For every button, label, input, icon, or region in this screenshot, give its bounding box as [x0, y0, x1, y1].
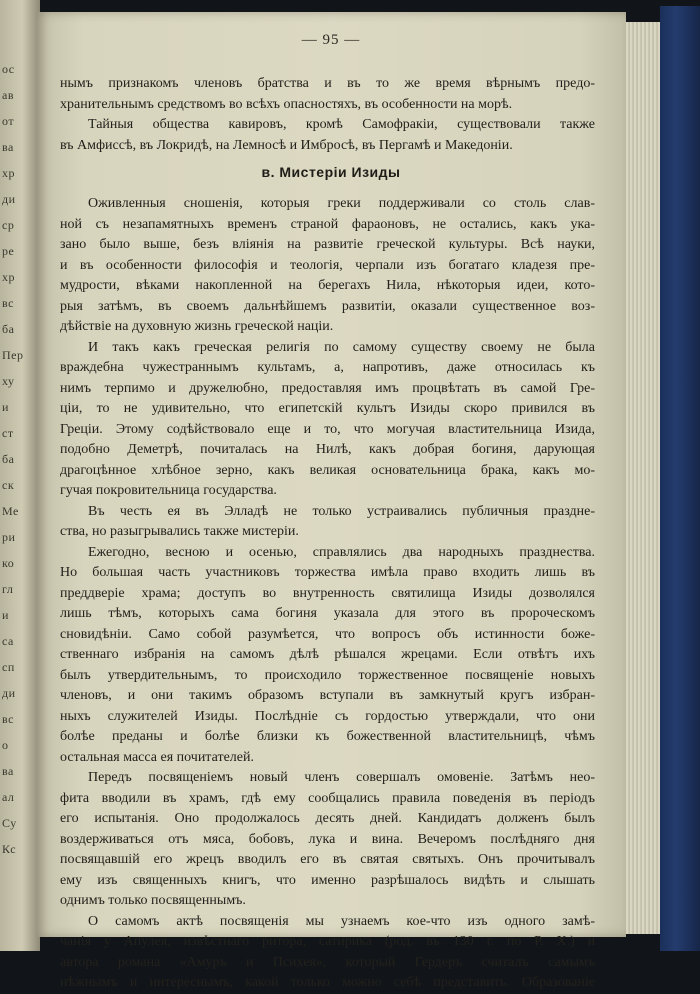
left-page-fragment: Ме: [2, 504, 19, 518]
left-page-fragment: ре: [2, 244, 15, 258]
text-line: фита вводили въ храмъ, гдѣ ему сообщались правила поведенія въ періодъ: [60, 790, 595, 806]
text-line: ціи, то не удивительно, что египетскій культъ Изиды скоро привился въ: [60, 401, 595, 416]
section-heading: в. Мистеріи Изиды: [261, 164, 401, 180]
text-line: Ежегодно, весною и осенью, справлялись два народныхъ празднества.: [88, 544, 595, 560]
body-text: [60, 194, 595, 994]
text-line: мудрости, вѣками накопленной на берегахъ Нила, нѣкоторыя идеи, кото-: [60, 278, 595, 293]
left-page-fragment: Кс: [2, 842, 17, 856]
paragraph: [60, 543, 595, 769]
text-line: рыя затѣмъ, въ своемъ дальнѣйшемъ развитіи, оказали существенное воз-: [60, 298, 595, 314]
left-page-fragment: ав: [2, 88, 14, 102]
text-line: посвящавшій его жрецъ вводилъ его въ святая святыхъ. Онъ прочитывалъ: [60, 852, 595, 867]
paragraph: [60, 912, 595, 994]
left-page-fragment: ди: [2, 686, 16, 700]
left-page-edge: [0, 0, 40, 951]
left-page-fragment: гл: [2, 582, 14, 596]
left-page-fragment: ри: [2, 530, 16, 544]
left-page-fragment: ск: [2, 478, 15, 492]
text-line: въ Амфиссѣ, въ Локридѣ, на Лемносѣ и Имбросѣ, въ Пергамѣ и Македоніи.: [60, 137, 513, 153]
text-line: былъ утвердительнымъ, то происходило торжественное посвященіе новыхъ: [60, 667, 595, 683]
text-line: нимъ терпимо и дружелюбно, предоставляя имъ процвѣтать въ самой Гре-: [60, 380, 595, 396]
page-number: — 95 —: [301, 32, 361, 48]
text-line: Но большая часть участниковъ торжества имѣла право входить лишь въ: [60, 565, 595, 580]
intro-text: [60, 74, 595, 156]
text-line: О самомъ актѣ посвященія мы узнаемъ кое-что изъ одного замѣ-: [88, 913, 595, 929]
left-page-fragment: хр: [2, 166, 15, 180]
left-page-fragment: вс: [2, 712, 14, 726]
text-line: гучая покровительница государства.: [60, 483, 277, 498]
paragraph: [60, 502, 595, 543]
left-page-fragment: ба: [2, 452, 15, 466]
text-line: лишь тѣмъ, которыхъ сама богиня указала для этого въ пророческомъ: [60, 606, 595, 621]
left-page-fragment: ва: [2, 764, 14, 778]
text-line: нѣжнымъ и интереснымъ, какой только можно себѣ представить. Образованіе: [60, 975, 595, 990]
left-page-fragment: Су: [2, 816, 17, 830]
left-page-fragment: сп: [2, 660, 15, 674]
left-page-fragment: ал: [2, 790, 15, 804]
text-line: Въ честь ея въ Элладѣ не только устраивались публичныя праздне-: [88, 503, 595, 519]
text-line: его испытанія. Оно продолжалось десять дней. Кандидатъ долженъ былъ: [60, 811, 595, 826]
book-page: [36, 12, 626, 990]
text-line: зано было выше, безъ вліянія на развитіе греческой культуры. Всѣ науки,: [60, 237, 595, 252]
left-page-fragment: хр: [2, 270, 15, 284]
text-line: нымъ признакомъ членовъ братства и въ то же время вѣрнымъ предо-: [60, 76, 595, 91]
text-line: ему изъ священныхъ книгъ, что именно разрѣшалось видѣть и слышать: [60, 872, 595, 888]
text-line: преддверіе храма; доступъ во внутренность святилища Изиды дозволялся: [60, 585, 595, 601]
text-line: ныхъ служителей Изиды. Послѣдніе съ гордостью утверждали, что они: [60, 708, 595, 724]
left-page-fragment: от: [2, 114, 15, 128]
text-line: драгоцѣнное хлѣбное зерно, какъ великая основательница брака, какъ мо-: [60, 462, 595, 478]
text-line: Греціи. Этому содѣйствовало еще и то, что могучая властительница Изида,: [60, 421, 595, 437]
left-page-fragment: ос: [2, 62, 15, 76]
text-line: воздерживаться отъ мяса, бобовъ, лука и вина. Вечеромъ послѣдняго дня: [60, 831, 595, 847]
text-line: членовъ, и они такимъ образомъ вступали въ замкнутый кругъ избран-: [60, 688, 595, 703]
left-page-fragment: о: [2, 738, 9, 752]
text-line: и въ особенности философія и теологія, черпали изъ богатаго кладезя пре-: [60, 257, 595, 273]
left-page-fragment: вс: [2, 296, 14, 310]
left-page-fragment: ст: [2, 426, 14, 440]
text-line: ственнаго избранія на самомъ дѣлѣ рѣшался жрецами. Если отвѣтъ ихъ: [60, 647, 595, 662]
text-line: Оживленныя сношенія, которыя греки поддерживали со столь слав-: [88, 196, 595, 211]
text-line: ной съ незапамятныхъ временъ страной фараоновъ, не остались, какъ ука-: [60, 216, 595, 232]
text-line: И такъ какъ греческая религія по самому существу своему не была: [88, 339, 595, 355]
left-page-fragment: и: [2, 400, 9, 414]
paragraph: [60, 194, 595, 338]
left-page-fragment: ср: [2, 218, 15, 232]
book-cover: [660, 6, 700, 951]
text-line: дѣйствіе на духовную жизнь греческой націи.: [60, 319, 334, 334]
text-line: Тайныя общества кавировъ, кромѣ Самофракіи, существовали также: [88, 117, 595, 132]
left-page-fragment: са: [2, 634, 14, 648]
text-line: однимъ только посвященнымъ.: [60, 893, 246, 908]
text-line: остальная масса ея почитателей.: [60, 749, 254, 765]
left-page-fragment: Пер: [2, 348, 24, 362]
left-page-fragment: ва: [2, 140, 14, 154]
left-page-fragment: ди: [2, 192, 16, 206]
text-line: чанія у Апулея, извѣстнаго ритора, сатирика (род. въ 130 г. по Р. Х.) и: [60, 934, 595, 949]
text-line: хранительнымъ средствомъ во всѣхъ опасностяхъ, въ особенности на морѣ.: [60, 96, 513, 112]
text-line: болѣе преданы и болѣе близки къ божественной властительницѣ, чѣмъ: [60, 729, 595, 744]
text-line: подобно Деметрѣ, почиталась на Нилѣ, какъ добрая богиня, дарующая: [60, 442, 595, 457]
paragraph: [60, 768, 595, 912]
text-line: сновидѣніи. Само собой разумѣется, что вопросъ объ истинности боже-: [60, 626, 595, 642]
left-page-fragment: ко: [2, 556, 15, 570]
left-page-fragment: ба: [2, 322, 15, 336]
left-page-fragment: и: [2, 608, 9, 622]
text-line: враждебна чужестраннымъ культамъ, а, напротивъ, даже относилась къ: [60, 360, 595, 375]
paragraph: [60, 338, 595, 502]
text-line: Передъ посвященіемъ новый членъ совершалъ омовеніе. Затѣмъ неo-: [88, 770, 595, 785]
text-line: автора романа «Амуръ и Психея», который Гердеръ считалъ самымъ: [60, 954, 595, 970]
text-line: ства, но разыгрывались также мистеріи.: [60, 524, 299, 539]
left-page-fragment: ху: [2, 374, 15, 388]
